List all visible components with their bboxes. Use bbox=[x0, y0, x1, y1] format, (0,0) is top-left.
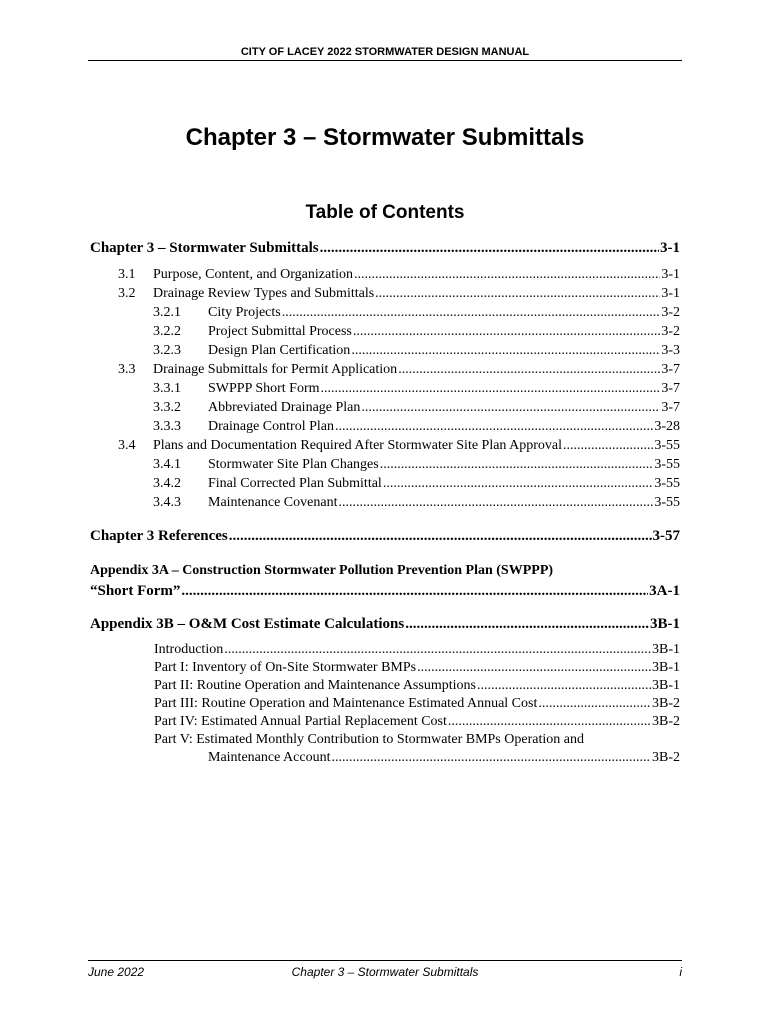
toc-entry-number: 3.2 bbox=[118, 286, 136, 301]
toc-entry-page: 3-7 bbox=[661, 362, 680, 377]
toc-entry-label: Plans and Documentation Required After Stormwater Site Plan Approval bbox=[153, 438, 563, 453]
running-header: CITY OF LACEY 2022 STORMWATER DESIGN MANUAL bbox=[88, 46, 682, 61]
toc-entry-number: 3.3.1 bbox=[153, 381, 181, 396]
toc-leader-dots bbox=[405, 616, 649, 633]
toc-entry-page: 3-2 bbox=[661, 305, 680, 320]
toc-leader-dots bbox=[229, 528, 652, 545]
toc-entry-page: 3-28 bbox=[654, 419, 680, 434]
toc-entry-number: 3.2.3 bbox=[153, 343, 181, 358]
toc-section-entry[interactable] bbox=[118, 267, 680, 283]
toc-entry-page: 3-7 bbox=[661, 400, 680, 415]
toc-entry-label: Drainage Submittals for Permit Application bbox=[153, 362, 398, 377]
toc-subsection-entry[interactable] bbox=[153, 476, 680, 492]
toc-heading: Table of Contents bbox=[305, 202, 465, 223]
toc-entry-page: 3-3 bbox=[661, 343, 680, 358]
toc-entry-page: 3-7 bbox=[661, 381, 680, 396]
toc-entry-number: 3.2.2 bbox=[153, 324, 181, 339]
toc-entry-page: 3B-1 bbox=[652, 678, 680, 693]
toc-entry-label: Part III: Routine Operation and Maintenance Estimated Annual Cost bbox=[154, 696, 538, 711]
toc-entry-page: 3-1 bbox=[661, 267, 680, 282]
toc-entry-number: 3.3.3 bbox=[153, 419, 181, 434]
toc-appendix-item[interactable] bbox=[154, 642, 680, 658]
toc-appendix-a-title[interactable]: Appendix 3A – Construction Stormwater Pollution Prevention Plan (SWPPP) bbox=[90, 563, 554, 578]
toc-entry-page: 3-55 bbox=[654, 438, 680, 453]
toc-entry-label: Part IV: Estimated Annual Partial Replacement Cost bbox=[154, 714, 447, 729]
toc-entry-page: 3A-1 bbox=[649, 583, 680, 599]
toc-leader-dots bbox=[361, 400, 660, 416]
toc-leader-dots bbox=[354, 267, 660, 283]
chapter-title: Chapter 3 – Stormwater Submittals bbox=[185, 124, 585, 151]
toc-entry-label: Introduction bbox=[154, 642, 224, 657]
toc-leader-dots bbox=[417, 660, 651, 676]
toc-section-entry[interactable] bbox=[118, 362, 680, 378]
toc-entry-number: 3.3.2 bbox=[153, 400, 181, 415]
toc-entry-label: Stormwater Site Plan Changes bbox=[208, 457, 379, 472]
toc-leader-dots bbox=[375, 286, 660, 302]
toc-entry-page: 3B-1 bbox=[652, 642, 680, 657]
toc-leader-dots bbox=[335, 419, 653, 435]
toc-entry-label: City Projects bbox=[208, 305, 281, 320]
toc-appendix-a-entry[interactable] bbox=[90, 583, 680, 600]
toc-entry-label: Purpose, Content, and Organization bbox=[153, 267, 353, 282]
toc-leader-dots bbox=[538, 696, 651, 712]
toc-entry-page: 3-55 bbox=[654, 457, 680, 472]
toc-leader-dots bbox=[331, 750, 651, 766]
toc-entry-label: Part II: Routine Operation and Maintenance Assumptions bbox=[154, 678, 476, 693]
toc-leader-dots bbox=[563, 438, 653, 454]
toc-leader-dots bbox=[321, 381, 661, 397]
toc-entry-label: Chapter 3 References bbox=[90, 528, 228, 544]
toc-leader-dots bbox=[282, 305, 661, 321]
toc-entry-number: 3.4 bbox=[118, 438, 136, 453]
toc-entry-number: 3.3 bbox=[118, 362, 136, 377]
toc-entry-label: Drainage Control Plan bbox=[208, 419, 334, 434]
toc-entry-number: 3.1 bbox=[118, 267, 136, 282]
toc-entry-label: Maintenance Covenant bbox=[208, 495, 338, 510]
toc-entry-page: 3-57 bbox=[652, 528, 680, 544]
toc-appendix-item[interactable] bbox=[154, 660, 680, 676]
toc-subsection-entry[interactable] bbox=[153, 305, 680, 321]
toc-entry-number: 3.2.1 bbox=[153, 305, 181, 320]
toc-entry-number: 3.4.1 bbox=[153, 457, 181, 472]
toc-leader-dots bbox=[353, 324, 660, 340]
toc-entry-page: 3-55 bbox=[654, 476, 680, 491]
toc-chapter-entry[interactable] bbox=[90, 240, 680, 257]
toc-leader-dots bbox=[383, 476, 654, 492]
toc-subsection-entry[interactable] bbox=[153, 324, 680, 340]
toc-entry-label: Design Plan Certification bbox=[208, 343, 351, 358]
toc-section-entry[interactable] bbox=[118, 286, 680, 302]
toc-subsection-entry[interactable] bbox=[153, 495, 680, 511]
toc-subsection-entry[interactable] bbox=[153, 419, 680, 435]
toc-subsection-entry[interactable] bbox=[153, 343, 680, 359]
toc-entry-page: 3B-1 bbox=[650, 616, 680, 632]
toc-appendix-item[interactable] bbox=[154, 714, 680, 730]
toc-appendix-b-entry[interactable] bbox=[90, 616, 680, 633]
toc-entry-label: Chapter 3 – Stormwater Submittals bbox=[90, 240, 319, 256]
toc-entry-label: “Short Form” bbox=[90, 583, 181, 599]
toc-leader-dots bbox=[224, 642, 651, 658]
toc-appendix-item[interactable] bbox=[154, 696, 680, 712]
toc-entry-page: 3-2 bbox=[661, 324, 680, 339]
toc-leader-dots bbox=[351, 343, 660, 359]
footer-page-number: i bbox=[679, 965, 682, 979]
toc-entry-label: Final Corrected Plan Submittal bbox=[208, 476, 382, 491]
toc-references-entry[interactable] bbox=[90, 528, 680, 545]
toc-entry-page: 3B-1 bbox=[652, 660, 680, 675]
toc-subsection-entry[interactable] bbox=[153, 457, 680, 473]
toc-entry-page: 3-1 bbox=[661, 286, 680, 301]
toc-section-entry[interactable] bbox=[118, 438, 680, 454]
toc-entry-label: Drainage Review Types and Submittals bbox=[153, 286, 375, 301]
toc-entry-number: 3.4.2 bbox=[153, 476, 181, 491]
toc-subsection-entry[interactable] bbox=[153, 381, 680, 397]
toc-entry-page: 3-1 bbox=[660, 240, 680, 256]
toc-leader-dots bbox=[320, 240, 659, 257]
toc-leader-dots bbox=[398, 362, 660, 378]
footer-chapter: Chapter 3 – Stormwater Submittals bbox=[291, 965, 479, 979]
toc-leader-dots bbox=[338, 495, 653, 511]
running-footer bbox=[88, 960, 682, 979]
toc-entry-label: Maintenance Account bbox=[208, 750, 331, 765]
toc-leader-dots bbox=[448, 714, 651, 730]
toc-entry-label: Abbreviated Drainage Plan bbox=[208, 400, 361, 415]
toc-subsection-entry[interactable] bbox=[153, 400, 680, 416]
toc-entry-page: 3-55 bbox=[654, 495, 680, 510]
toc-appendix-item[interactable] bbox=[154, 678, 680, 694]
toc-entry-label: Part I: Inventory of On-Site Stormwater BMPs bbox=[154, 660, 417, 675]
toc-entry-page: 3B-2 bbox=[652, 696, 680, 711]
footer-date: June 2022 bbox=[88, 965, 145, 979]
toc-entry-page: 3B-2 bbox=[652, 714, 680, 729]
toc-entry-number: 3.4.3 bbox=[153, 495, 181, 510]
toc-entry-label: Project Submittal Process bbox=[208, 324, 352, 339]
toc-entry-page: 3B-2 bbox=[652, 750, 680, 765]
toc-leader-dots bbox=[181, 583, 648, 600]
toc-entry-label: Appendix 3B – O&M Cost Estimate Calculations bbox=[90, 616, 405, 632]
toc-appendix-item-title[interactable]: Part V: Estimated Monthly Contribution to Stormwater BMPs Operation and bbox=[154, 732, 584, 747]
toc-leader-dots bbox=[477, 678, 651, 694]
toc-entry-label: SWPPP Short Form bbox=[208, 381, 320, 396]
toc-leader-dots bbox=[380, 457, 654, 473]
toc-appendix-item[interactable] bbox=[208, 750, 680, 766]
